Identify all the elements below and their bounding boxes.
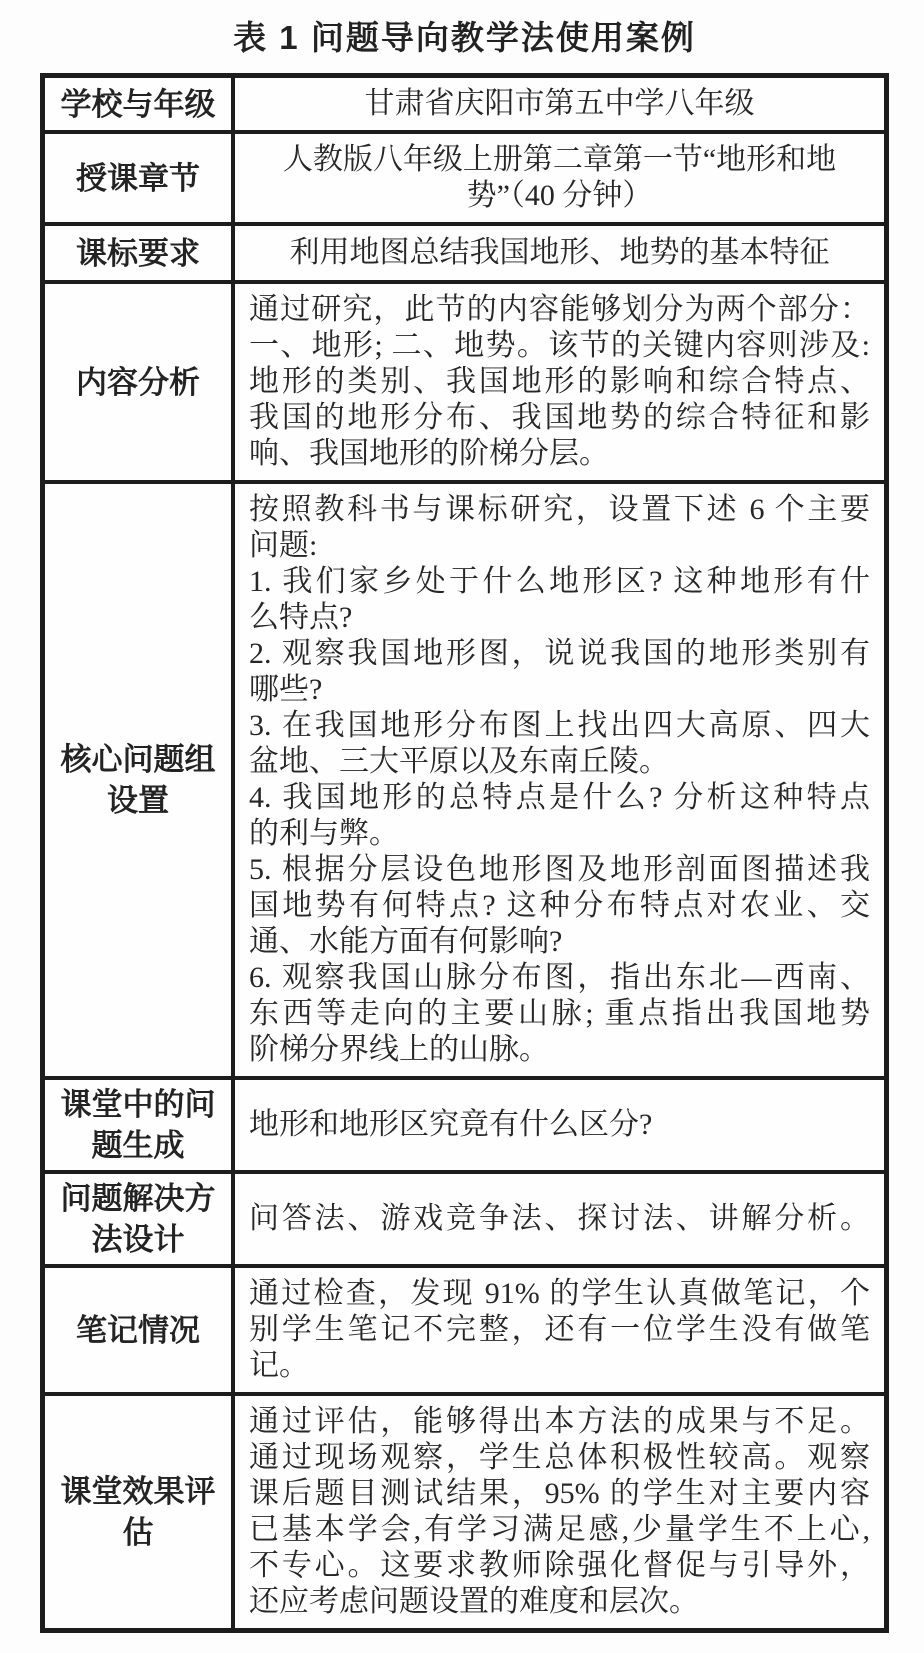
text-line: 通、水能方面有何影响? (249, 925, 563, 958)
text-line: 通过研究，此节的内容能够划分为两个部分： (249, 293, 870, 326)
row-label-text: 法设计 (91, 1222, 185, 1257)
text-line: 按照教科书与课标研究，设置下述 6 个主要 (249, 493, 870, 526)
text-line: 响、我国地形的阶梯分层。 (249, 437, 609, 470)
row-notes-status (43, 1266, 887, 1394)
text-line: 甘肃省庆阳市第五中学八年级 (364, 87, 755, 120)
text-line: 问答法、游戏竞争法、探讨法、讲解分析。 (249, 1202, 870, 1235)
row-label-text: 课标要求 (76, 235, 200, 271)
row-solution-methods-value-cell (233, 1172, 887, 1266)
row-label-text: 课堂效果评 (60, 1474, 216, 1509)
text-line: 还应考虑问题设置的难度和层次。 (249, 1585, 699, 1618)
row-chapter-label-cell (43, 132, 234, 224)
text-line: 通过检查，发现 91% 的学生认真做笔记，个 (249, 1277, 870, 1310)
text-line: 通过评估，能够得出本方法的成果与不足。 (249, 1405, 870, 1438)
text-line: 1. 我们家乡处于什么地形区? 这种地形有什 (249, 565, 870, 598)
text-line: 课后题目测试结果，95% 的学生对主要内容 (249, 1477, 870, 1510)
row-standard (43, 224, 887, 282)
text-line: 2. 观察我国地形图，说说我国的地形类别有 (249, 637, 870, 670)
text-line: 5. 根据分层设色地形图及地形剖面图描述我 (249, 853, 870, 886)
row-chapter-value-cell (233, 132, 887, 224)
text-line: 东西等走向的主要山脉; 重点指出我国地势 (249, 997, 870, 1030)
row-core-questions (43, 482, 887, 1078)
row-class-question-label-cell (43, 1078, 234, 1172)
row-label-text: 设置 (107, 783, 169, 818)
row-standard-label-cell (43, 224, 234, 282)
row-solution-methods-label-cell (43, 1172, 234, 1266)
text-line: 已基本学会,有学习满足感,少量学生不上心, (249, 1513, 870, 1546)
row-class-question-value-cell (233, 1078, 887, 1172)
row-label-text: 估 (122, 1515, 154, 1550)
row-core-questions-label-cell (43, 482, 234, 1078)
text-line: 势”（40 分钟） (466, 179, 653, 212)
row-content-analysis-value-cell (233, 282, 887, 482)
text-line: 利用地图总结我国地形、地势的基本特征 (289, 236, 830, 269)
row-label-text: 问题解决方 (60, 1181, 216, 1216)
row-content-analysis (43, 282, 887, 482)
text-line: 不专心。这要求教师除强化督促与引导外， (249, 1549, 870, 1582)
row-class-question-generation (43, 1078, 887, 1172)
row-school-grade (43, 76, 887, 133)
row-label-text: 课堂中的问 (60, 1087, 216, 1122)
text-line: 地形的类别、我国地形的影响和综合特点、 (249, 365, 870, 398)
text-line: 地形和地形区究竟有什么区分? (249, 1108, 653, 1141)
row-label-text: 内容分析 (76, 364, 200, 400)
table-title: 表 1 问题导向教学法使用案例 (233, 19, 696, 56)
text-line: 的利与弊。 (249, 817, 399, 850)
row-label-text: 笔记情况 (76, 1312, 200, 1348)
row-solution-methods (43, 1172, 887, 1266)
text-line: 么特点? (249, 601, 353, 634)
row-notes-status-label-cell (43, 1266, 234, 1394)
row-core-questions-value-cell (233, 482, 887, 1078)
row-label-text: 学校与年级 (60, 86, 216, 122)
row-school-grade-label-cell (43, 76, 234, 133)
row-label-text: 题生成 (91, 1128, 185, 1163)
row-notes-status-value-cell (233, 1266, 887, 1394)
text-line: 阶梯分界线上的山脉。 (249, 1033, 549, 1066)
text-line: 人教版八年级上册第二章第一节“地形和地 (282, 143, 837, 176)
text-line: 我国的地形分布、我国地势的综合特征和影 (249, 401, 870, 434)
text-line: 6. 观察我国山脉分布图，指出东北—西南、 (249, 961, 870, 994)
text-line: 4. 我国地形的总特点是什么? 分析这种特点 (249, 781, 870, 814)
text-line: 3. 在我国地形分布图上找出四大高原、四大 (249, 709, 870, 742)
text-line: 一、地形; 二、地势。该节的关键内容则涉及: (249, 329, 870, 362)
row-effect-evaluation-value-cell (233, 1394, 887, 1631)
row-chapter (43, 132, 887, 224)
text-line: 哪些? (249, 673, 323, 706)
row-standard-value-cell (233, 224, 887, 282)
text-line: 记。 (249, 1349, 309, 1382)
text-line: 别学生笔记不完整，还有一位学生没有做笔 (249, 1313, 870, 1346)
text-line: 国地势有何特点? 这种分布特点对农业、交 (249, 889, 870, 922)
text-line: 问题: (249, 529, 318, 562)
row-content-analysis-label-cell (43, 282, 234, 482)
row-label-text: 核心问题组 (60, 742, 216, 777)
case-study-table (40, 73, 889, 1633)
row-effect-evaluation-label-cell (43, 1394, 234, 1631)
row-school-grade-value-cell (233, 76, 887, 133)
row-effect-evaluation (43, 1394, 887, 1631)
text-line: 盆地、三大平原以及东南丘陵。 (249, 745, 669, 778)
text-line: 通过现场观察，学生总体积极性较高。观察 (249, 1441, 870, 1474)
row-label-text: 授课章节 (76, 160, 200, 196)
